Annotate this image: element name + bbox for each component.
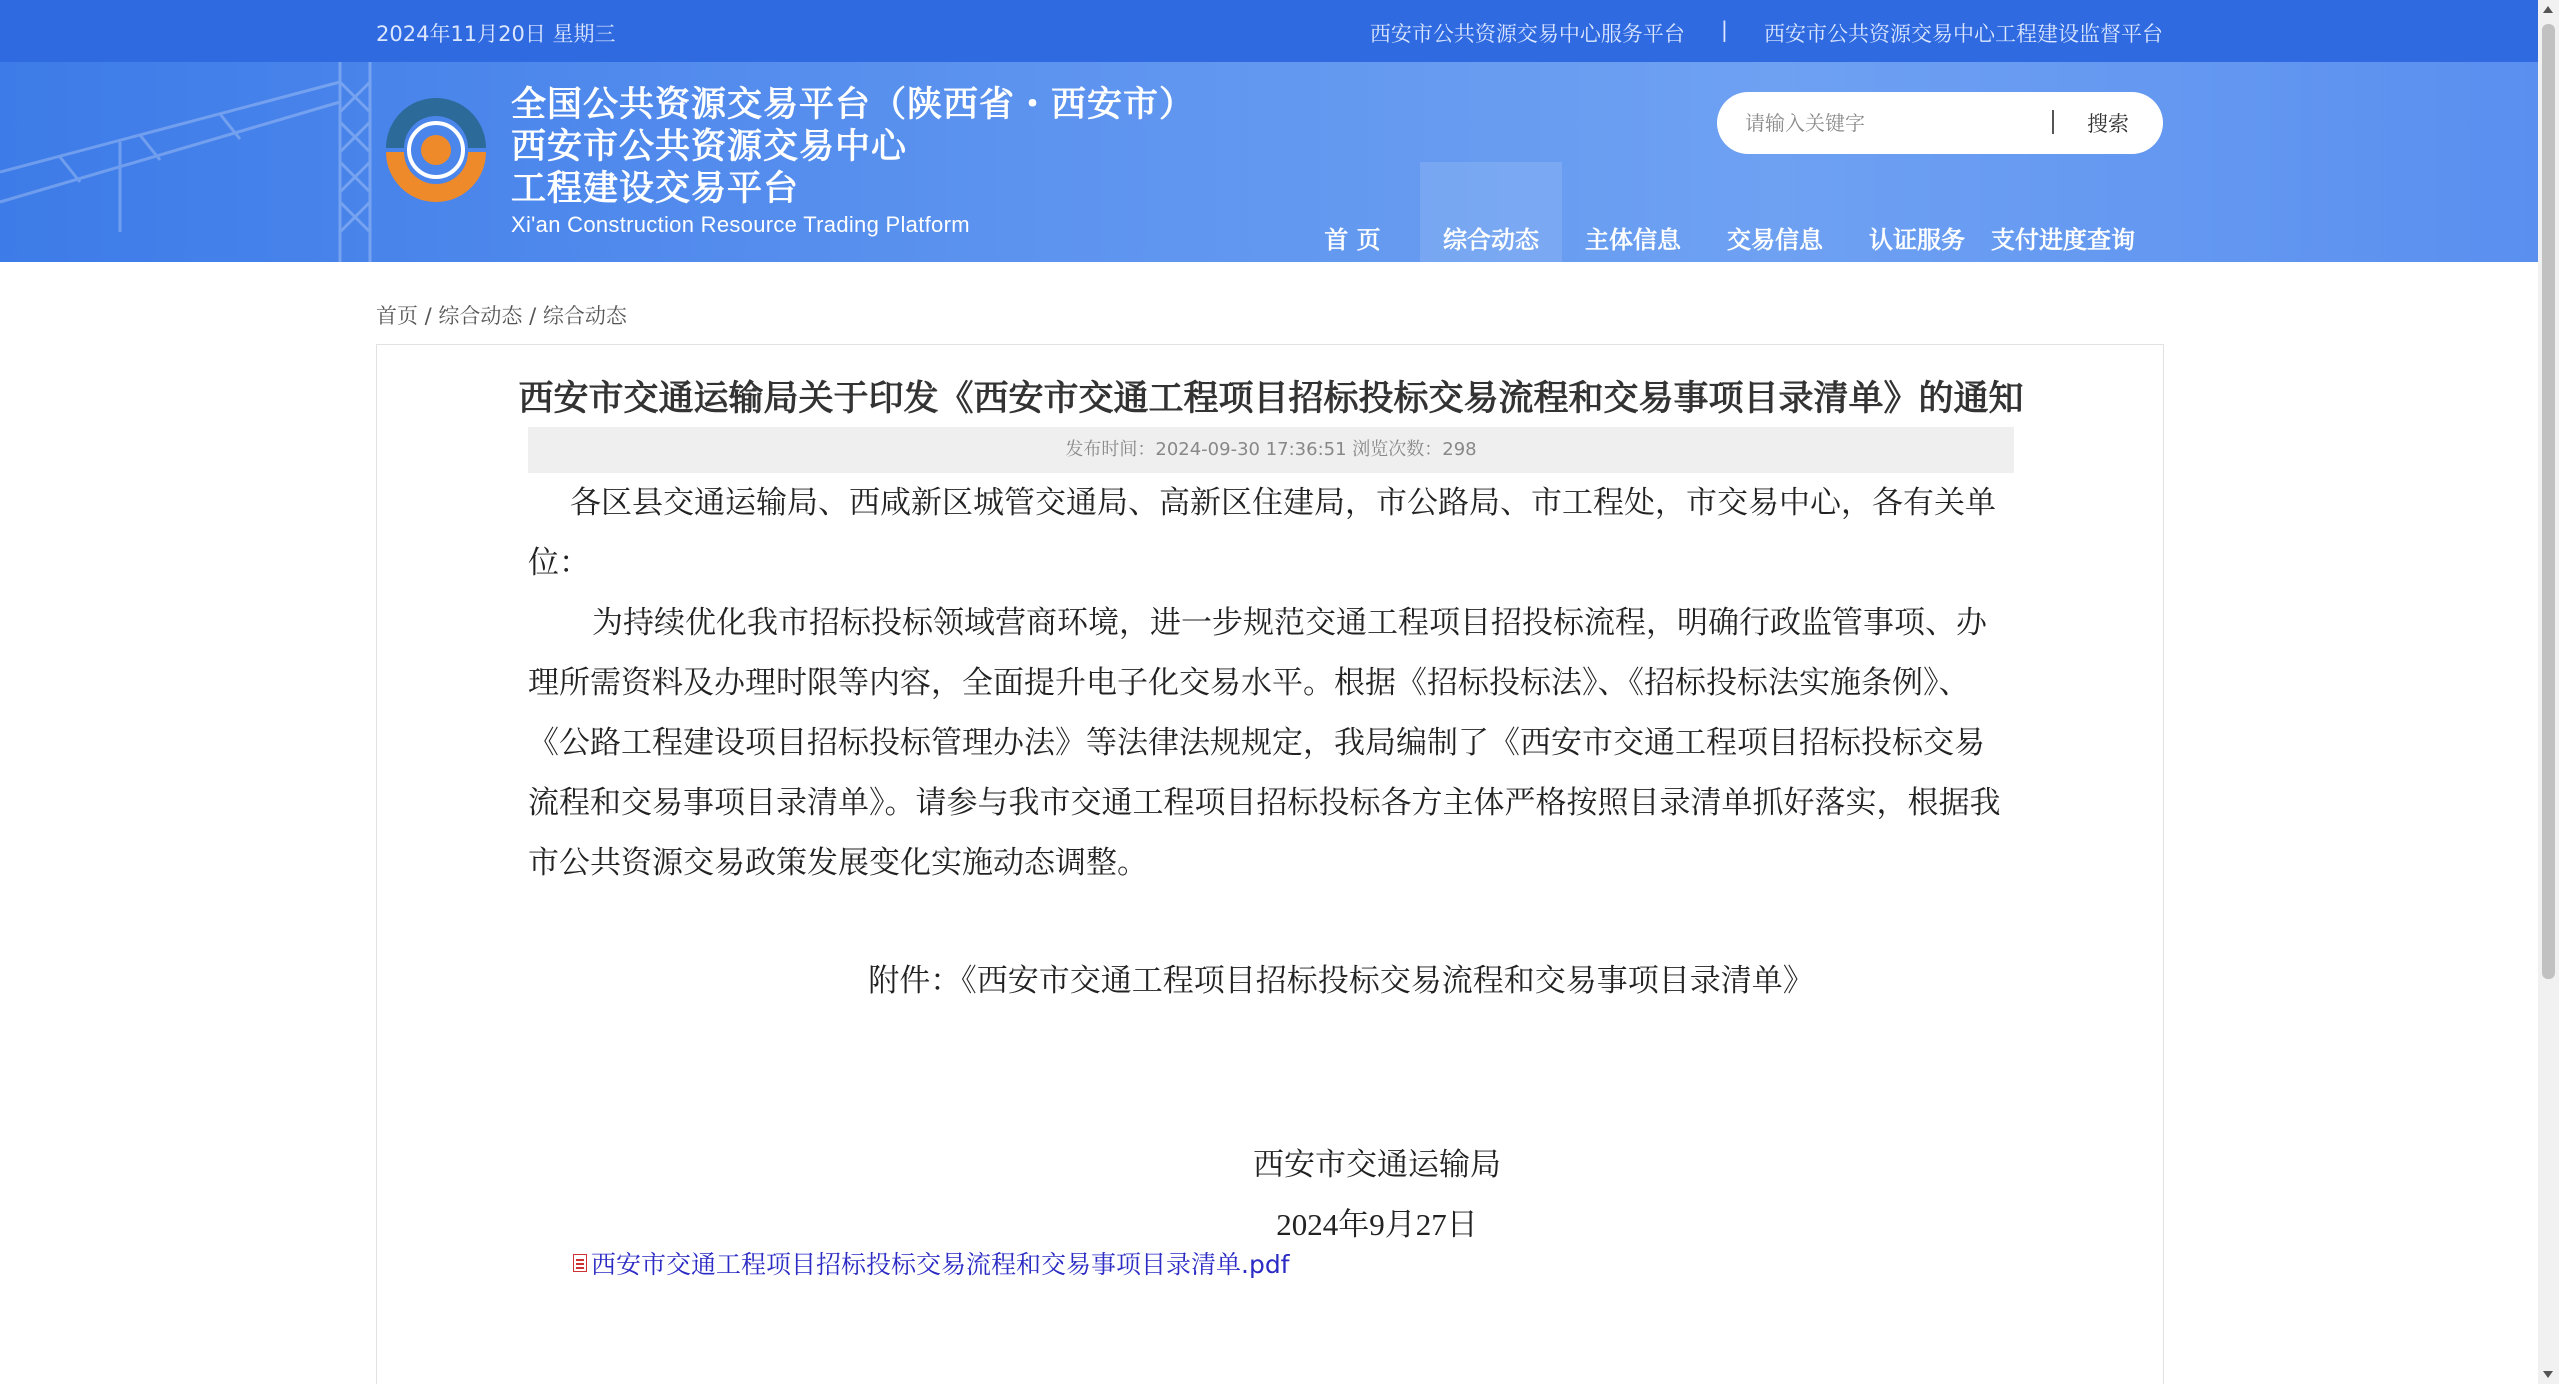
article-paragraph: 各区县交通运输局、西咸新区城管交通局、高新区住建局，市公路局、市工程处，市交易中心，各有关单位： xyxy=(528,485,1996,580)
service-platform-link[interactable]: 西安市公共资源交易中心服务平台 xyxy=(1369,22,1685,46)
article-title: 西安市交通运输局关于印发《西安市交通工程项目招标投标交易流程和交易事项目录清单》的通知 xyxy=(518,379,2024,419)
top-bar xyxy=(0,0,2538,62)
article-meta: 发布时间：2024-09-30 17:36:51 浏览次数：298 xyxy=(528,427,2014,473)
pdf-file-icon xyxy=(573,1254,587,1272)
vertical-scrollbar[interactable] xyxy=(2538,0,2559,1384)
nav-news[interactable]: 综合动态 xyxy=(1420,162,1562,262)
nav-payment-query[interactable]: 支付进度查询 xyxy=(1991,226,2135,254)
site-title-line1: 全国公共资源交易平台（陕西省・西安市） xyxy=(511,85,1196,125)
signature-block xyxy=(377,1135,1677,1255)
current-date: 2024年11月20日 星期三 xyxy=(376,22,616,46)
scrollbar-thumb[interactable] xyxy=(2542,24,2555,979)
article-card xyxy=(376,344,2164,1384)
site-title-line2: 西安市公共资源交易中心 xyxy=(511,127,908,167)
top-links xyxy=(1370,18,2163,48)
signer-name: 西安市交通运输局 xyxy=(1253,1147,1501,1182)
pdf-attachment-link[interactable] xyxy=(573,1245,1290,1281)
supervision-platform-link[interactable]: 西安市公共资源交易中心工程建设监督平台 xyxy=(1764,22,2163,46)
site-title-english: Xi'an Construction Resource Trading Platform xyxy=(511,212,970,237)
attachment-note: 附件：《西安市交通工程项目招标投标交易流程和交易事项目录清单》 xyxy=(868,963,1814,998)
crane-background-icon xyxy=(0,62,600,262)
article-paragraph: 为持续优化我市招标投标领域营商环境，进一步规范交通工程项目招投标流程，明确行政监管事项、办理所需资料及办理时限等内容，全面提升电子化交易水平。根据《招标投标法》、《招标投标法实施条例》、《公路工程建设项目招标投标管理办法》等法律法规规定，我局编制了《西安市交通工程项目招标投标交易流程和交易事项目录清单》。请参与我市交通工程项目招标投标各方主体严格按照目录清单抓好落实，根据我市公共资源交易政策发展变化实施动态调整。 xyxy=(528,605,2001,880)
article-body xyxy=(528,473,2014,893)
search-divider xyxy=(2052,110,2054,134)
breadcrumb[interactable]: 首页 / 综合动态 / 综合动态 xyxy=(376,304,627,328)
site-title xyxy=(511,84,1195,238)
nav-certification[interactable]: 认证服务 xyxy=(1869,226,1965,254)
search-button[interactable]: 搜索 xyxy=(2087,112,2129,136)
scroll-up-icon[interactable] xyxy=(2543,6,2553,13)
main-nav xyxy=(1285,162,2138,262)
sign-date: 2024年9月27日 xyxy=(1276,1207,1478,1242)
site-title-line3: 工程建设交易平台 xyxy=(511,169,800,209)
nav-trading-info[interactable]: 交易信息 xyxy=(1727,226,1823,254)
circle-logo-icon xyxy=(376,86,496,206)
search-input[interactable] xyxy=(1745,106,2035,140)
top-link-separator: | xyxy=(1720,18,1728,42)
nav-home[interactable]: 首 页 xyxy=(1324,226,1381,254)
pdf-attachment-label: 西安市交通工程项目招标投标交易流程和交易事项目录清单.pdf xyxy=(591,1250,1290,1279)
search-box xyxy=(1717,92,2163,154)
nav-entity-info[interactable]: 主体信息 xyxy=(1585,226,1681,254)
site-header xyxy=(0,62,2538,262)
scroll-down-icon[interactable] xyxy=(2543,1371,2553,1378)
